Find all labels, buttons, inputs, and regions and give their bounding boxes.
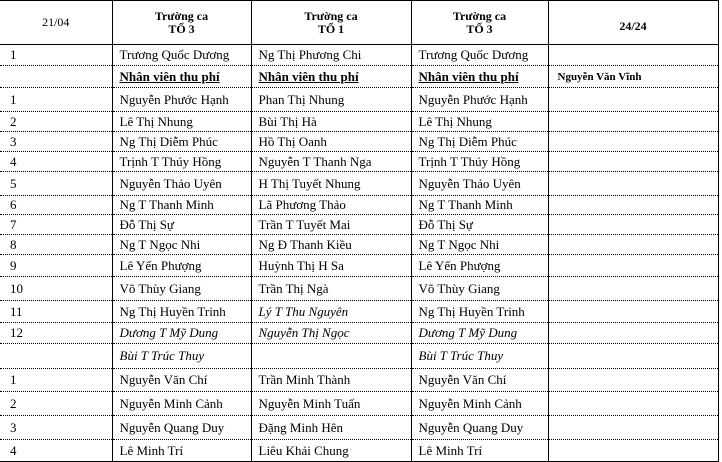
cell-team-b: H Thị Tuyết Nhung — [251, 172, 411, 196]
cell-date-2 — [548, 392, 718, 416]
header-team-a — [112, 1, 251, 45]
row-index: 1 — [0, 88, 112, 112]
cell-team-c: Nguyễn Quang Duy — [411, 416, 548, 440]
cell-team-a: Nguyễn Thảo Uyên — [112, 172, 251, 196]
cell-team-c: Ng T Ngọc Nhi — [411, 235, 548, 255]
team-label: TỔ 1 — [317, 21, 345, 36]
shift-label: Trường ca — [452, 8, 507, 23]
table-row — [0, 440, 718, 462]
cell-team-b: Huỳnh Thị H Sa — [251, 255, 411, 277]
table-row — [0, 369, 718, 392]
row-index: 11 — [0, 301, 112, 323]
cell-team-b: Nguyễn Minh Tuấn — [251, 392, 411, 416]
cell-team-b: Bùi Thị Hà — [251, 112, 411, 132]
cell-date-2 — [548, 344, 718, 369]
cell-team-c: Lê Yến Phượng — [411, 255, 548, 277]
table-row — [0, 172, 718, 196]
row-index: 9 — [0, 255, 112, 277]
table-row — [0, 196, 718, 215]
cell-team-a: Ng T Thanh Minh — [112, 196, 251, 215]
cell-team-c: Dương T Mỹ Dung — [411, 323, 548, 344]
cell-team-a: Võ Thùy Giang — [112, 277, 251, 301]
cell-team-c: Ng Thị Diễm Phúc — [411, 132, 548, 152]
row-index: 1 — [0, 369, 112, 392]
cell-team-a: Ng T Ngọc Nhi — [112, 235, 251, 255]
table-row — [0, 392, 718, 416]
row-index: 4 — [0, 440, 112, 462]
cell-team-b: Ng Thị Phương Chi — [251, 45, 411, 66]
table-row — [0, 416, 718, 440]
cell-team-b: Lã Phương Thảo — [251, 196, 411, 215]
cell-team-a: Ng Thị Huyền Trinh — [112, 301, 251, 323]
shift-label: Trường ca — [304, 8, 358, 23]
header-row — [0, 1, 718, 45]
cell-team-c: Ng Thị Huyền Trinh — [411, 301, 548, 323]
row-index: 12 — [0, 323, 112, 344]
cell-date-2 — [548, 152, 718, 172]
cell-date-2 — [548, 369, 718, 392]
table-row — [0, 215, 718, 235]
cell-team-b: Đặng Minh Hên — [251, 416, 411, 440]
cell-date-2 — [548, 172, 718, 196]
row-index: 3 — [0, 416, 112, 440]
row-index: 1 — [0, 45, 112, 66]
cell-team-a: Trương Quốc Dương — [112, 45, 251, 66]
cell-date-2 — [548, 132, 718, 152]
cell-team-c: Lê Thị Nhung — [411, 112, 548, 132]
table-row — [0, 277, 718, 301]
cell-date-2 — [548, 215, 718, 235]
row-index: 7 — [0, 215, 112, 235]
cell-team-b — [251, 344, 411, 369]
table-row — [0, 112, 718, 132]
cell-team-c: Trương Quốc Dương — [411, 45, 548, 66]
cell-team-c: Đỗ Thị Sự — [411, 215, 548, 235]
lead-row — [0, 45, 718, 66]
cell-team-b: Trần Minh Thành — [251, 369, 411, 392]
table-row — [0, 255, 718, 277]
team-label: TỔ 3 — [466, 21, 493, 36]
cell-team-b: Trần Thị Ngà — [251, 277, 411, 301]
fee-staff-name: Nguyễn Văn Vĩnh — [548, 66, 718, 88]
cell-team-a: Lê Minh Trí — [112, 440, 251, 462]
cell-team-a: Ng Thị Diễm Phúc — [112, 132, 251, 152]
row-index: 6 — [0, 196, 112, 215]
team-label: TỔ 3 — [168, 21, 195, 36]
cell-team-b: Lý T Thu Nguyên — [251, 301, 411, 323]
cell-team-c: Nguyễn Phước Hạnh — [411, 88, 548, 112]
cell-team-b: Trần T Tuyết Mai — [251, 215, 411, 235]
fee-staff-header-row — [0, 66, 718, 88]
cell-date-2 — [548, 88, 718, 112]
table-row — [0, 152, 718, 172]
row-index — [0, 66, 112, 88]
cell-date-2 — [548, 255, 718, 277]
row-index: 4 — [0, 152, 112, 172]
cell-date-2 — [548, 416, 718, 440]
cell-date-2 — [548, 235, 718, 255]
cell-team-a: Lê Thị Nhung — [112, 112, 251, 132]
row-index: 3 — [0, 132, 112, 152]
cell-date-2 — [548, 45, 718, 66]
table-row — [0, 301, 718, 323]
cell-team-a: Dương T Mỹ Dung — [112, 323, 251, 344]
header-date-2: 24/24 — [548, 1, 718, 45]
cell-team-c: Lê Minh Trí — [411, 440, 548, 462]
cell-team-b: Nguyễn T Thanh Nga — [251, 152, 411, 172]
shift-label: Trường ca — [154, 8, 209, 23]
cell-team-b: Liêu Khải Chung — [251, 440, 411, 462]
cell-team-c: Ng T Thanh Minh — [411, 196, 548, 215]
cell-date-2 — [548, 196, 718, 215]
cell-team-b: Phan Thị Nhung — [251, 88, 411, 112]
header-team-c — [411, 1, 548, 45]
cell-team-a: Bùi T Trúc Thuy — [112, 344, 251, 369]
cell-team-a: Đỗ Thị Sự — [112, 215, 251, 235]
cell-team-c: Bùi T Trúc Thuy — [411, 344, 548, 369]
table-row — [0, 323, 718, 344]
cell-team-a: Nguyễn Văn Chí — [112, 369, 251, 392]
cell-date-2 — [548, 440, 718, 462]
fee-staff-label: Nhân viên thu phí — [251, 66, 411, 88]
cell-team-a: Nguyễn Minh Cảnh — [112, 392, 251, 416]
row-index: 8 — [0, 235, 112, 255]
cell-team-a: Trịnh T Thúy Hồng — [112, 152, 251, 172]
table-row — [0, 88, 718, 112]
cell-date-2 — [548, 323, 718, 344]
header-team-b — [251, 1, 411, 45]
table-row — [0, 235, 718, 255]
table-row — [0, 132, 718, 152]
fee-staff-label: Nhân viên thu phí — [112, 66, 251, 88]
cell-team-c: Nguyễn Thảo Uyên — [411, 172, 548, 196]
cell-team-a: Nguyễn Quang Duy — [112, 416, 251, 440]
cell-date-2 — [548, 277, 718, 301]
row-index — [0, 344, 112, 369]
cell-team-a: Lê Yến Phượng — [112, 255, 251, 277]
row-index: 10 — [0, 277, 112, 301]
cell-date-2 — [548, 301, 718, 323]
cell-team-c: Trịnh T Thúy Hồng — [411, 152, 548, 172]
table-row — [0, 344, 718, 369]
cell-team-c: Nguyễn Văn Chí — [411, 369, 548, 392]
cell-team-b: Hồ Thị Oanh — [251, 132, 411, 152]
cell-team-c: Võ Thùy Giang — [411, 277, 548, 301]
fee-staff-label: Nhân viên thu phí — [411, 66, 548, 88]
header-date: 21/04 — [0, 1, 112, 45]
row-index: 5 — [0, 172, 112, 196]
cell-team-b: Ng Đ Thanh Kiều — [251, 235, 411, 255]
cell-date-2 — [548, 112, 718, 132]
cell-team-c: Nguyễn Minh Cảnh — [411, 392, 548, 416]
cell-team-a: Nguyễn Phước Hạnh — [112, 88, 251, 112]
row-index: 2 — [0, 112, 112, 132]
row-index: 2 — [0, 392, 112, 416]
cell-team-b: Nguyễn Thị Ngọc — [251, 323, 411, 344]
